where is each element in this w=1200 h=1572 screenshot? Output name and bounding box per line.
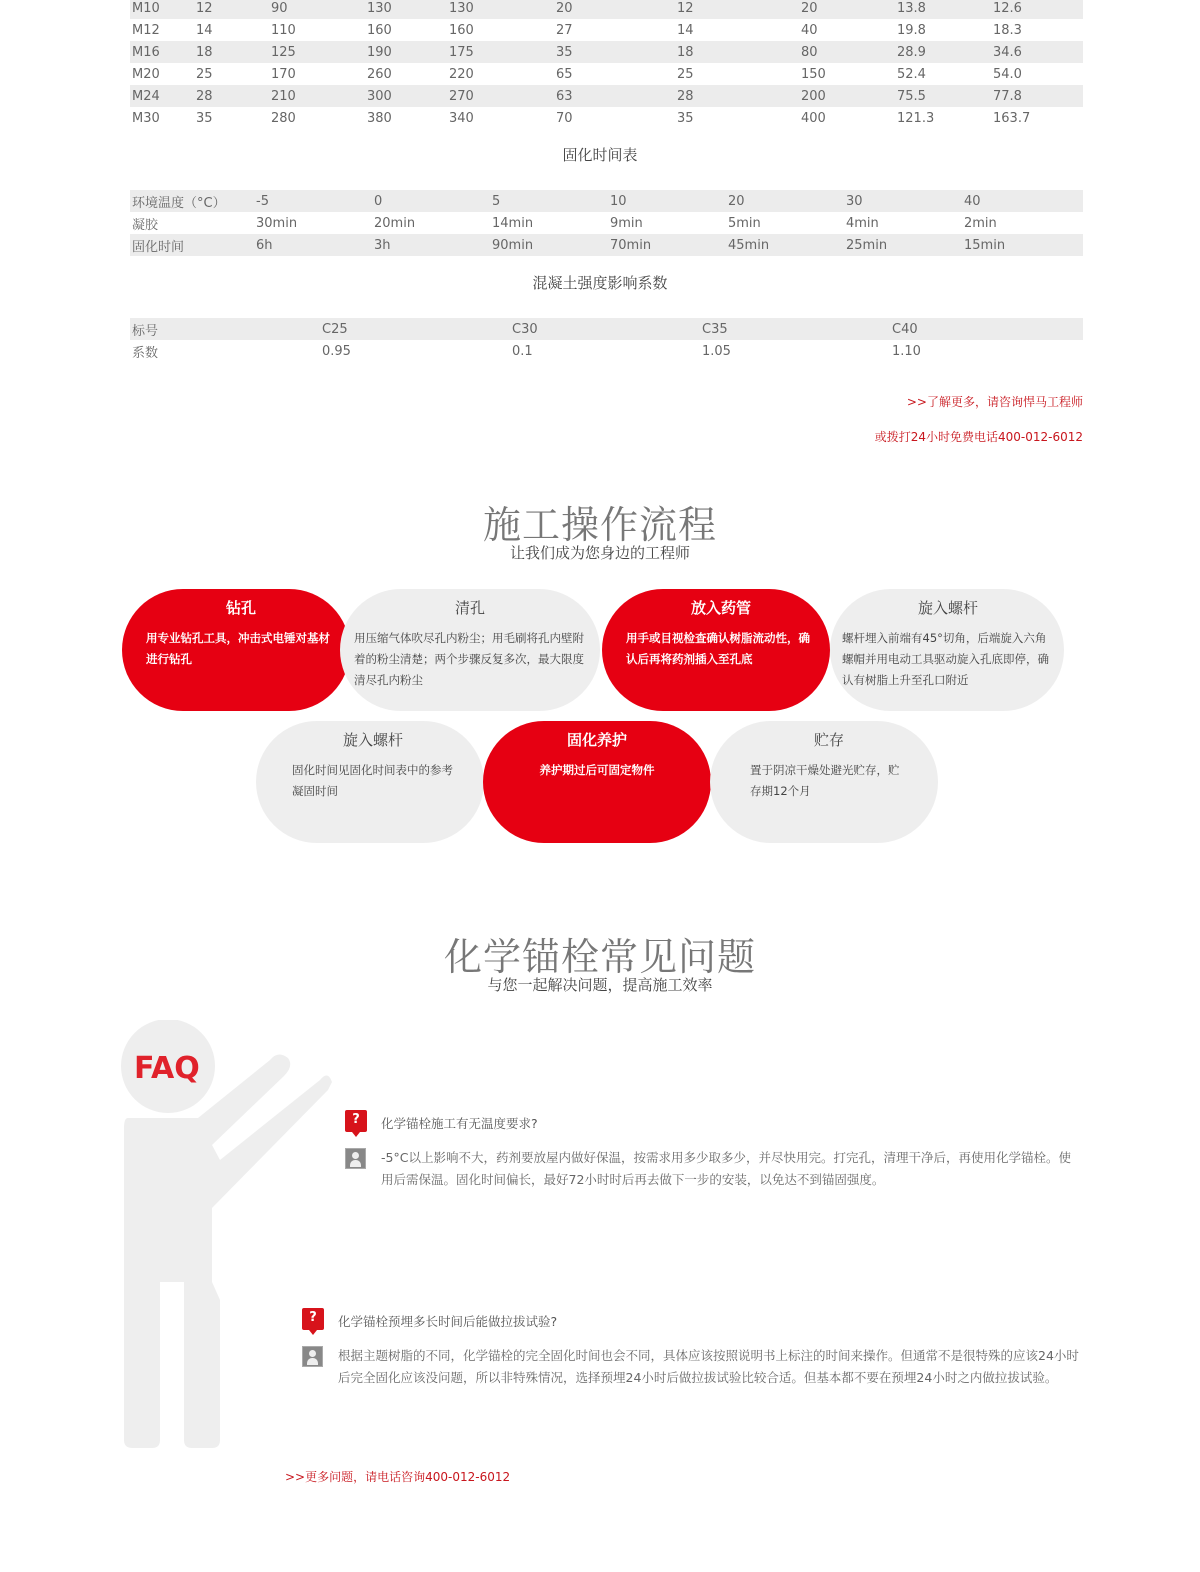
step-title: 固化养护	[566, 731, 627, 749]
table-cell: 25min	[844, 234, 962, 256]
table-cell: 10	[608, 190, 726, 212]
faq-question-1: 化学锚栓施工有无温度要求?	[381, 1116, 538, 1131]
table-cell: 45min	[726, 234, 844, 256]
table-cell: 14min	[492, 215, 534, 231]
table-cell: 380	[367, 110, 392, 126]
table-cell: C30	[510, 318, 700, 340]
table-cell: 12	[675, 0, 799, 19]
table-cell: 220	[449, 66, 474, 82]
table-row	[130, 19, 1083, 41]
table-cell: 130	[447, 0, 554, 19]
step-text: 用压缩气体吹尽孔内粉尘；用毛刷将孔内壁附着的粉尘清楚；两个步骤反复多次，最大限度清尽孔内粉尘	[354, 631, 584, 687]
table-cell: C35	[700, 318, 890, 340]
faq-subtitle: 与您一起解决问题，提高施工效率	[487, 976, 713, 994]
table-cell: 28.9	[895, 41, 991, 63]
table-cell: 9min	[610, 215, 643, 231]
step-title: 旋入螺杆	[917, 599, 978, 617]
step-clean-hole	[340, 589, 600, 711]
table-cell: 28	[675, 85, 799, 107]
table-cell: 环境温度（°C）	[130, 190, 254, 212]
step-drill	[122, 589, 350, 711]
table-cell: 15min	[962, 234, 1083, 256]
table-cell: 160	[449, 22, 474, 38]
cure-table-title: 固化时间表	[562, 146, 638, 164]
table-cell: 280	[271, 110, 296, 126]
table-cell: 4min	[846, 215, 879, 231]
strength-table-title: 混凝土强度影响系数	[532, 274, 668, 292]
table-cell: 400	[801, 110, 826, 126]
table-cell: 130	[365, 0, 447, 19]
table-cell: M30	[132, 110, 160, 126]
table-cell: 110	[271, 22, 296, 38]
table-cell: 34.6	[991, 41, 1083, 63]
table-cell: 18	[194, 41, 269, 63]
table-row	[130, 318, 1083, 340]
step-storage	[710, 721, 938, 843]
user-icon	[345, 1148, 366, 1169]
table-cell: 系数	[132, 345, 159, 361]
table-cell: 19.8	[897, 22, 926, 38]
table-cell: 65	[556, 66, 573, 82]
table-cell: 160	[367, 22, 392, 38]
step-title: 清孔	[454, 599, 485, 617]
table-cell: 12	[194, 0, 269, 19]
table-cell: 210	[269, 85, 365, 107]
table-cell: M10	[130, 0, 194, 19]
table-cell: 14	[677, 22, 694, 38]
table-cell: 1.05	[702, 343, 731, 359]
table-cell: 20min	[374, 215, 416, 231]
table-cell: 300	[365, 85, 447, 107]
cure-table	[130, 190, 1083, 256]
table-cell: 30	[844, 190, 962, 212]
faq-answer-1: -5°C以上影响不大，药剂要放屋内做好保温，按需求用多少取多少，并尽快用完。打完孔，清理干净后，再使用化学锚栓。使用后需保温。固化时间偏长，最好72小时时后再去做下一步的安装，以免达不到锚固强度。	[381, 1150, 1071, 1187]
table-cell: 77.8	[991, 85, 1083, 107]
step-screw-in	[830, 589, 1064, 711]
table-cell: 125	[269, 41, 365, 63]
table-cell: 70min	[608, 234, 726, 256]
table-cell: C25	[320, 318, 510, 340]
table-cell: 70	[556, 110, 573, 126]
faq-badge: FAQ	[134, 1051, 200, 1086]
step-text: 养护期过后可固定物件	[539, 763, 655, 777]
table-cell: 175	[447, 41, 554, 63]
table-cell: 25	[196, 66, 213, 82]
table-cell: 2min	[964, 215, 997, 231]
table-cell: 150	[801, 66, 826, 82]
process-title: 施工操作流程	[482, 503, 717, 547]
step-insert-capsule	[602, 589, 830, 711]
spec-table	[130, 0, 1083, 129]
table-cell: 1.10	[892, 343, 921, 359]
table-cell: 170	[271, 66, 296, 82]
table-cell: C40	[890, 318, 1083, 340]
step-title: 旋入螺杆	[342, 731, 403, 749]
table-cell: 标号	[130, 318, 320, 340]
step-text: 用专业钻孔工具，冲击式电锤对基材进行钻孔	[146, 631, 330, 666]
faq-question-2: 化学锚栓预埋多长时间后能做拉拔试验?	[338, 1314, 558, 1329]
table-cell: 35	[554, 41, 675, 63]
table-cell: 40	[801, 22, 818, 38]
table-cell: 20	[554, 0, 675, 19]
table-cell: 40	[962, 190, 1083, 212]
strength-table	[130, 318, 1083, 362]
table-row	[130, 212, 1083, 234]
table-row	[130, 190, 1083, 212]
table-cell: 20	[799, 0, 895, 19]
table-cell: 5	[490, 190, 608, 212]
step-title: 钻孔	[225, 599, 256, 617]
step-text: 用手或目视检查确认树脂流动性，确认后再将药剂插入至孔底	[626, 631, 810, 666]
table-cell: 90	[269, 0, 365, 19]
user-icon	[302, 1346, 323, 1367]
table-cell: 6h	[254, 234, 372, 256]
step-title: 放入药管	[690, 599, 751, 617]
table-row	[130, 234, 1083, 256]
table-cell: 75.5	[895, 85, 991, 107]
faq-figure	[120, 1020, 335, 1450]
table-row	[130, 340, 1083, 362]
table-cell: 340	[449, 110, 474, 126]
table-cell: M16	[130, 41, 194, 63]
table-cell: 80	[799, 41, 895, 63]
step-curing	[483, 721, 711, 843]
table-cell: M20	[132, 66, 160, 82]
process-subtitle: 让我们成为您身边的工程师	[509, 544, 690, 562]
table-cell: 52.4	[897, 66, 926, 82]
more-questions-link[interactable]: >>更多问题，请电话咨询400-012-6012	[285, 1470, 511, 1484]
table-cell: 54.0	[993, 66, 1022, 82]
table-cell: 凝胶	[132, 217, 159, 233]
learn-more-link[interactable]: >>了解更多，请咨询悍马工程师	[906, 395, 1083, 409]
table-cell: 18	[675, 41, 799, 63]
table-cell: M24	[130, 85, 194, 107]
table-cell: 35	[677, 110, 694, 126]
step-screw-in-cure-time	[256, 721, 484, 843]
hotline-link[interactable]: 或拨打24小时免费电话400-012-6012	[874, 430, 1083, 444]
table-cell: 3h	[372, 234, 490, 256]
step-text: 固化时间见固化时间表中的参考凝固时间	[292, 763, 453, 798]
table-cell: 27	[556, 22, 573, 38]
table-cell: 35	[196, 110, 213, 126]
table-cell: 200	[799, 85, 895, 107]
table-cell: 30min	[256, 215, 298, 231]
faq-answer-2: 根据主题树脂的不同，化学锚栓的完全固化时间也会不同，具体应该按照说明书上标注的时间来操作。但通常不是很特殊的应该24小时后完全固化应该没问题，所以非特殊情况，选择预埋24小时后做拉拔试验比较合适。但基本都不要在预埋24小时之内做拉拔试验。	[338, 1348, 1079, 1385]
step-title: 贮存	[813, 731, 844, 749]
table-cell: 163.7	[993, 110, 1031, 126]
table-cell: 28	[194, 85, 269, 107]
table-cell: 0.95	[322, 343, 351, 359]
table-cell: 63	[554, 85, 675, 107]
table-cell: 190	[365, 41, 447, 63]
table-cell: 0	[372, 190, 490, 212]
faq-title: 化学锚栓常见问题	[443, 935, 756, 979]
table-cell: 0.1	[512, 343, 533, 359]
table-cell: 5min	[728, 215, 761, 231]
table-cell: 12.6	[991, 0, 1083, 19]
table-row	[130, 107, 1083, 129]
table-cell: 25	[677, 66, 694, 82]
table-row	[130, 0, 1083, 19]
table-cell: 90min	[490, 234, 608, 256]
table-cell: 121.3	[897, 110, 935, 126]
step-text: 置于阴凉干燥处避光贮存，贮存期12个月	[750, 763, 900, 798]
table-cell: 20	[726, 190, 844, 212]
table-cell: 13.8	[895, 0, 991, 19]
table-cell: 14	[196, 22, 213, 38]
table-row	[130, 41, 1083, 63]
table-row	[130, 63, 1083, 85]
table-cell: M12	[132, 22, 160, 38]
question-icon: ?	[302, 1308, 324, 1330]
table-cell: 270	[447, 85, 554, 107]
step-text: 螺杆埋入前端有45°切角，后端旋入六角螺帽并用电动工具驱动旋入孔底即停，确认有树脂上升至孔口附近	[842, 631, 1049, 687]
table-cell: 260	[367, 66, 392, 82]
table-cell: 固化时间	[130, 234, 254, 256]
question-icon: ?	[345, 1110, 367, 1132]
table-row	[130, 85, 1083, 107]
table-cell: 18.3	[993, 22, 1022, 38]
table-cell: -5	[254, 190, 372, 212]
